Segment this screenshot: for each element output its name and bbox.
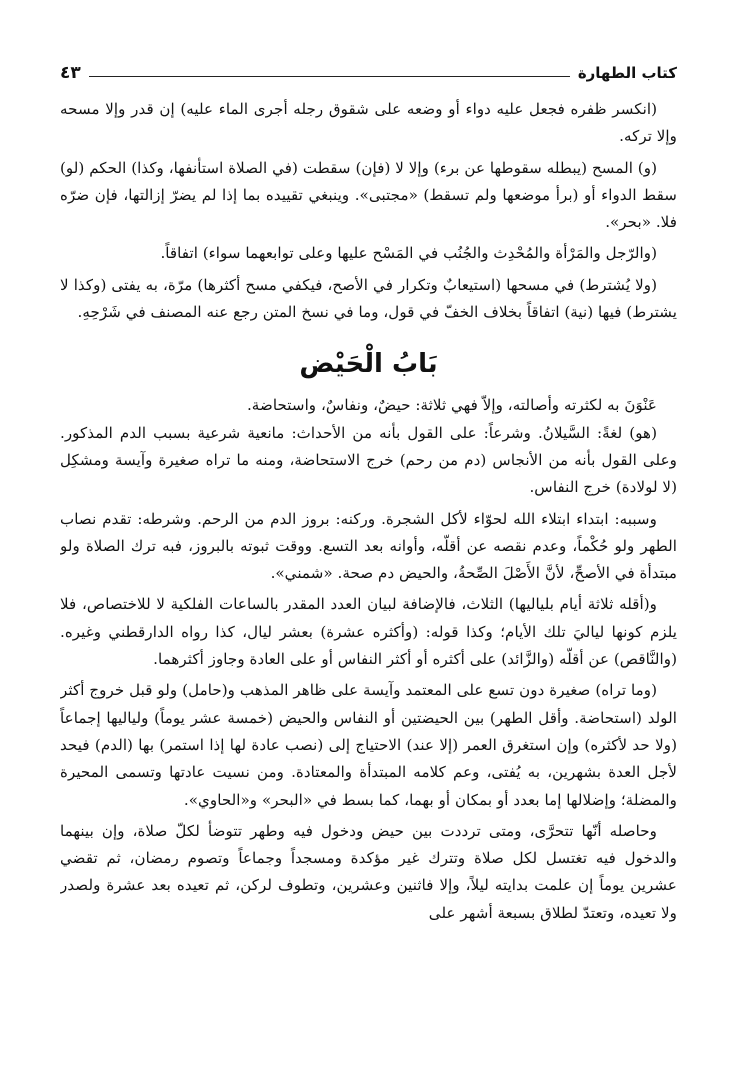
paragraph: (هو) لغةً: السَّيلانُ. وشرعاً: على القول بأنه من الأحداث: مانعية شرعية بسبب الدم المذكور. وعلى القول بأنه من الأنجاس (دم من رحم) خرج الاستحاضة، ومنه ما تراه صغيرة وآيسة ومشكِل (لا لولادة) خرج النفاس. xyxy=(60,423,677,497)
header-rule xyxy=(89,76,570,77)
paragraph: (والرّجل والمَرْأة والمُحْدِث والجُنُب في المَسْح عليها وعلى توابعهما سواء) اتفاقاً. xyxy=(160,244,657,263)
running-header xyxy=(60,58,677,88)
paragraph: (وما تراه) صغيرة دون تسع على المعتمد وآيسة على ظاهر المذهب و(حامل) ولو قبل خروج أكثر الولد (استحاضة. وأقل الطهر) بين الحيضتين أو النفاس والحيض (خمسة عشر يوماً) ولياليها إجماعاً (ولا حد لأكثره) وإن استغرق العمر (إلا عند) الاحتياج إلى (نصب عادة لها إذا استمر) بها (الدم) فيحد لأجل العدة بشهرين، به يُفتى، وعم كلامه المبتدأة والمعتادة. ومن نسيت عادتها وتسمى المحيرة والمضلة؛ وإضلالها إما بعدد أو بمكان أو بهما، كما بسط في «البحر» و«الحاوي». xyxy=(60,681,677,809)
page-body xyxy=(60,96,677,1082)
running-header-title: كتاب الطهارة xyxy=(577,64,677,82)
paragraph: (انكسر ظفره فجعل عليه دواء أو وضعه على شقوق رجله أجرى الماء عليه) إن قدر وإلا مسحه وإلا تركه. xyxy=(60,100,677,146)
chapter-title: بَابُ الْحَيْض xyxy=(299,349,438,380)
page-number: ٤٣ xyxy=(60,63,81,83)
paragraph: عَنْوَنَ به لكثرته وأصالته، وإلاّ فهي ثلاثة: حيضٌ، ونفاسٌ، واستحاضة. xyxy=(246,396,657,415)
paragraph: (ولا يُشترط) في مسحها (استيعابٌ وتكرار في الأصح، فيكفي مسح أكثرها) مرّة، به يفتى (وكذا لا يشترط) فيها (نية) اتفاقاً بخلاف الخفّ في قول، وما في نسخ المتن رجع عنه المصنف في شَرْحِهِ. xyxy=(60,275,677,322)
paragraph: (و) المسح (يبطله سقوطها عن برء) وإلا لا (فإن) سقطت (في الصلاة استأنفها، وكذا) الحكم (لو) سقط الدواء أو (برأ موضعها ولم تسقط) «مجتبى». وينبغي تقييده بما إذا لم يضرّ إزالتها، فإن ضرّه فلا. «بحر». xyxy=(60,158,677,232)
paragraph: وحاصله أنّها تتحرَّى، ومتى ترددت بين حيض ودخول فيه وطهر تتوضأ لكلّ صلاة، وإن بينهما والدخول فيه تغتسل لكل صلاة وتترك غير مؤكدة ومسجداً وجماعاً وتصوم رمضان، ثم تقضي عشرين يوماً إن علمت بدايته ليلاً، وإلا فاثنين وعشرين، وتطوف لركن، ثم تعيده بعد عشرة ولصدر ولا تعيده، وتعتدّ لطلاق بسبعة أشهر على xyxy=(60,821,677,922)
paragraph: وسببه: ابتداء ابتلاء الله لحوّاء لأكل الشجرة. وركنه: بروز الدم من الرحم. وشرطه: تقدم نصاب الطهر ولو حُكْماً، وعدم نقصه عن أقلّه، وأوانه بعد التسع. ووقت ثبوته بالبروز، فبه ترك الصلاة ولو مبتدأة في الأصحِّ، لأنَّ الأَصْلَ الصِّحةُ، والحيض دم صحة. «شمني». xyxy=(60,509,677,583)
paragraph: و(أقله ثلاثة أيام بلياليها) الثلاث، فالإضافة لبيان العدد المقدر بالساعات الفلكية لا للاختصاص، فلا يلزم كونها لياليَ تلك الأيام؛ وكذا قوله: (وأكثره عشرة) بعشر ليال، كذا رواه الدارقطني وغيره. (والنَّاقص) عن أقلّه (والزَّائد) على أكثره أو أكثر النفاس أو على العادة وجاوز أكثرهما. xyxy=(60,595,677,669)
